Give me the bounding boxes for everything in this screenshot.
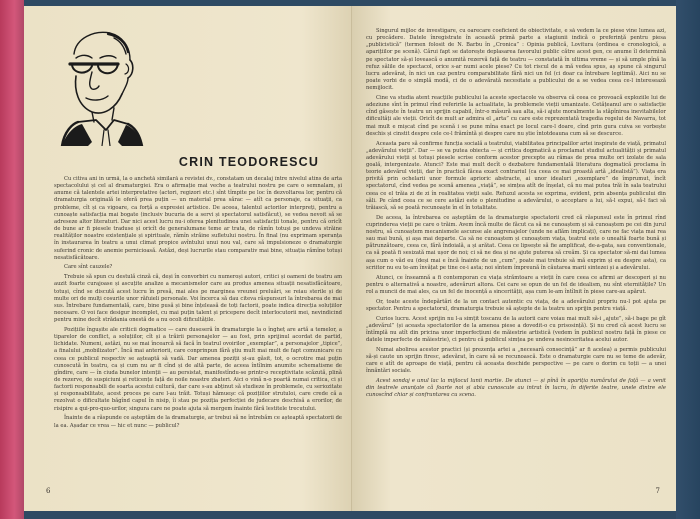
left-paragraph: Cu citiva ani in urmă, la o anchetă similară a revistei dv., constatam un decalaj între nivelul atins de arta spectacolului și cel al dramaturgiei. Era o afirmație mai veche a teatrului nostru pe care o semnalam, și anume că talentele artei interpretative (actori, regizori etc.) sînt tîmpite pe loc în dezvoltarea lor, pentru că dramaturgia originală le oferă prea puțin — un material prea sărac — atît ca personaje, ca situații, ca probleme, cît și ca vigoare, ca forță a expresiei artistice. De aceea, talentul actorilor interpreți, pentru a cunoaște satisfacția mai bogate (inclusiv bucuria de a servi și spectatorul satisfăcut), se vedea nevoit să se adreseze altor literaturi. Dar nici acest lucru nu-i oferea plenitudinea unei satisfacții tonale, pentru că oricît de bune ar fi piesele traduse și oricît de generalumane teme ar trata, de rămîn totuși pe undeva străine realităților noastre existențiale și spirituale, rămîn străine sufletului nostru. În final (nu exprimam speranța în instaurarea în teatru a unui climat propice avîntului unui nou val, care să impulsioneze o dramaturgie suferind cronic de anemie pernicioasă. Astăzi, deși lucrurile stau comparativ mai bine, situația rămîne totuși nesatisfăcătoare.: [54, 176, 342, 261]
left-paragraph: Pozițiile îngușite ale criticii dogmatice — care duseseră în dramaturgie la o îngheț are artă a temelor, a tiparelor de conflict, a soluțiilor, cît și a trăirii personajelor — au fost, prin sprijinul acordat de partid, lichidate. Numeni, astăzi, nu se mai încearcă să facă în teatrul ovoirilor „exemplar”, a personajelor „tipice”, a finalului „mobilizator”. Încă mai anteriorii, care conprinpun fără ştiu mult mai mult de fapt comunicare cu ceea ce publicul respectiv se așteaptă să vadă. Dar amenea poziții și-au găsit, tot, o ocrotire mai puțin cunoscută în teatru, ca și cum nu ar fi cînd și de altă parte, de aceea întîlnim anumite schematisme de gîndire, care — în ciuda bunelor intenții — au persistat, manifestîndu-se printr-o receptivitate scăzută, plină de rezerve, de suspiciuni și reticențe față de noile noastre zbateri. Aici o vină n-o poartă numai critica, ci și factorii responsabili de soarta acestui cultură, dar care s-au abținut să studieze în problemele, cu seriozitate și responsabilitate, acest proces pe care l-au trăit. Totuși hămueşc că pozițiilor strutuloi, care crede că a rezolvat o dificultate băgînd capul în nisip, îi stau pe poziția perfecției de judecare deschisă a erorilor, de risipire a qui-pro-quo-urilor, singura care ne poate ajuta să mergem înainte fără lestitele trecutului.: [54, 326, 342, 412]
left-page: [24, 6, 352, 511]
article-title: CRIN TEODORESCU: [178, 155, 320, 169]
portrait-illustration: [48, 24, 144, 146]
right-paragraph: De aceea, la întrebarea ce așteptăm de la dramaturgie spectatorii cred că răspunsul este în primul rînd cuprinderea vieții pe care o trăim. Avem încă multe de făcut ca să ne cunoaștem și să cunoaștem pe cei din jurul nostru, să cunoaștem mecanismele ascunse ale angrenajelor (unde ne aflăm implicați), care ne fac viața mai rea sau mai bună, și așa mai departe. Ca să ne cunoaștem și cunoaștem viața, teatrul este o unealtă foarte bună și pătrunzătoare, ceea ce, fără îndoială, a și arătat. Ceea ce lipsește să fie amplificat, de-a-gata, sau conventionale, ca să poată fi sesizată mai ușor de noi; ci să ne dea și ne ajute puterea să creăm. Și ca spectator să-mi dai lumea așa cum o văd eu (deși mai e încă înainte de un „cum”, poate mai trebuie să mă exprim și eu despre asta), ca scriitor nu eu te-am învățat pe tine ce-i asta; noi sîntem împreună în căutarea marii sintezei și a adevărului.: [366, 214, 666, 271]
right-page: [352, 6, 676, 511]
left-paragraph: Care sînt cauzele?: [64, 264, 113, 271]
left-text-column: [54, 176, 342, 494]
right-paragraph: Numai abolirea acestor practici (și prezența artei a „necesară consecință” ar fi acelea) a permis publicului să-și caute un sprijin firesc, adevărat, în care să se recunoască. Este o dramaturgie care nu se teme de adevăr, care e atît de aproape de viață, pentru că aceasta deschide perspective — pe care o dorim cu toții — a unei înnăntări sociale.: [366, 346, 666, 375]
right-text-column: [366, 28, 666, 478]
right-cover-edge: [676, 0, 700, 519]
right-paragraph: Cine va studia atent reacțiile publicului la aceste spectacole va observa că ceea ce provoacă exploziile lui de adeziune sînt în primul rînd referirile la actualitate, la problemele vieții umanizate. Cetățeanul are o satisfacție cînd găsește în teatru un sprijin capabil, într-o măsură sau alta, să-i ajute moralmente la stăpînirea inevitabilelor dificultăți ale vieții. Oricît de mult ar admira el „arta” cu care este reprezentată tragedia regelui de Navarra, tot mai mult e mișcat cînd pe scenă i se pune mîna exact pe locul care-l doare, cînd prin gura cuiva se vorbește deschis și cinstit despre cele ce-l frămîntă și despre care nu știe întotdeauna cum să se descurce.: [366, 95, 666, 137]
page-number-right: 7: [655, 487, 660, 495]
right-paragraph: Aceasta pare să confirme funcția socială a teatrului, viabilitatea principalilor artei inspirate de viață, primatul „adevărului vieții”. Dar — se va putea obiecta — și critica dogmatică a proclamat studiul actualității și primatul adevărului vieții și totuși piesele scrise conform acestor precepte au rămas de prea multe ori izolate de sala goală, intergenizate. Atunci? Este mai mult decît o dezbatere fundamentală literatura dogmatică proclama în teorie adevărul vieții, dar în practică făcea exact contrariul (ca ceea ce mai proastă artă „idealistă”). Viața era privită prin ochelarii unor formule aprioric abstracte, ai unor idealuri „exemplare” de împrumut, încît spectatorul, cînd vedea pe scenă amenea „viață”, se simțea atît de înșelat, că nu mai putea trăi în sala teatrului ceea ce el trăia zi de zi în realitatea vieții sale. Refuzul acesta se exprima, evident, prin absența publicului din săli. Pe când ceea ce se cere astăzi este o plenitudine a adevărului, o acceptare a lui, să-l expui, să-l faci să trăiască, să se poată recunoaște în el în totalitate.: [366, 140, 666, 211]
right-paragraph: Curios lucru. Acest sprijin nu l-a simțit toscanu de la autorii care voiau mai mult să-i „ajute”, să-i bage pe gît „adevărul” (și aceasta spectatorilor de la amenea piese a dovedit-o cu prisosință). Și nu cred că acest lucru se întîmplă nu atît din pricina unor imperfecțiuni de măiestrie artistică (vedem în publicul nostru față în piese ce datele imperfecte de măiestrie), ci pentru că publicul simțea pe undeva nesinceritatea acelui autor.: [366, 315, 666, 343]
right-footnote-paragraph: Acest sondaj e unul lac la mijlocul lunii martie. De atunci — și pînă în apariția numărului de față — a venit din teatrele anunțate că foarte noi și abia cunoscute au intrat în lucru, în diferite teatre, unele dintre ele cunoscînd chiar și confruntarea cu scena.: [366, 377, 666, 399]
right-paragraph: Or, toate aceste îndepărtări de la un contact autentic cu viața, de a adevărului propriu nu-l pot ajuta pe spectator. Pentru a spectatorul, dramaturgia trebuie să aștepte de la teatru un sprijin pentru viață.: [366, 298, 666, 312]
left-paragraph: Înainte de a răspunde ce așteptăm de la dramaturgie, ar trebui să ne întrebăm ce așteaptă spectatorii de la ea. Așadar ce vrea — hic et nunc — publicul?: [54, 415, 342, 429]
left-paragraph: Trebuie să spun cu destulă cinză că, deși în convorbiri cu numeroși autori, critici și oameni de teatru am auzit foarte curajoase și ascuțite analize a mecanismelor care au produs amenea situații nesatisfăcătoare, totuși, cînd se discută acest lucru în presă, mai ales pe marginea vreunei preluări, se reiau sterile și de multe ori de mulți cosurile unor răfuieli personale. Voi încerca să dau citeva răspunsuri la întrebarea de mai sus. Întrebare fundamentală, care, bine pusă și bine înțeleasă de toți factorii, poate indica direcția soluțiilor necesare. O voi face desigur incomplet, cu mai puțin talent și pricepere decît interlocutorii mei, nevindicind pentru mine decît strădania onestă de a nu ocoli dificultățile.: [54, 274, 342, 324]
right-paragraph: Atunci, ce înseamnă a fi contemporan cu viața strămtoare a vieții în care ceea ce afirmi ar descoperi și nu pentru o alternativă a noastre, adevăruri altora. Cei care se opun de un fel de idealism, nu sînt eternitățile? Un rol a muncii de mai ales, ca un fel de inocență a sincerității, așa cum le-am întîlnit în piese care-au apărut.: [366, 274, 666, 295]
portrait-sketch-icon: [48, 24, 144, 146]
right-paragraph: Singurul mijloc de investigare, cu oarecare coeficient de obiectivitate, e să vedem la ce piese vine lumea azi, cu precădere. Datele înregistrate în această primă parte a stagiunii indică o preferință pentru piesa „publicistică” (termen folosit de N. Barbu în „Cronica” : Opinia publică, Lovitura (ordinea e cronologică, a aparițiilor pe scenă). Cărui fapt se datorește deplasarea favorului public către acest gen, ce anume îl determină pe spectator să-și lovească o anumită rezervă față de teatru — constatată în ultima vreme — și să umple pînă la refuz sălile de spectacol, orice s-ar numi acele piese? Cu tot riscul de a mă vedea spus, aș spune că singurul lucru adevărat, în nici un caz pentru comparabilitate fără nici un fel (ci doar ca întrebare legitimă). Aici nu se poate vorbi de o simplă modă, ci de o adevărată necesitate a publicului de a se vedea ceea ce-l interesează nemijlocit.: [366, 28, 666, 92]
page-number-left: 6: [46, 487, 51, 495]
left-cover-edge: [0, 0, 24, 519]
